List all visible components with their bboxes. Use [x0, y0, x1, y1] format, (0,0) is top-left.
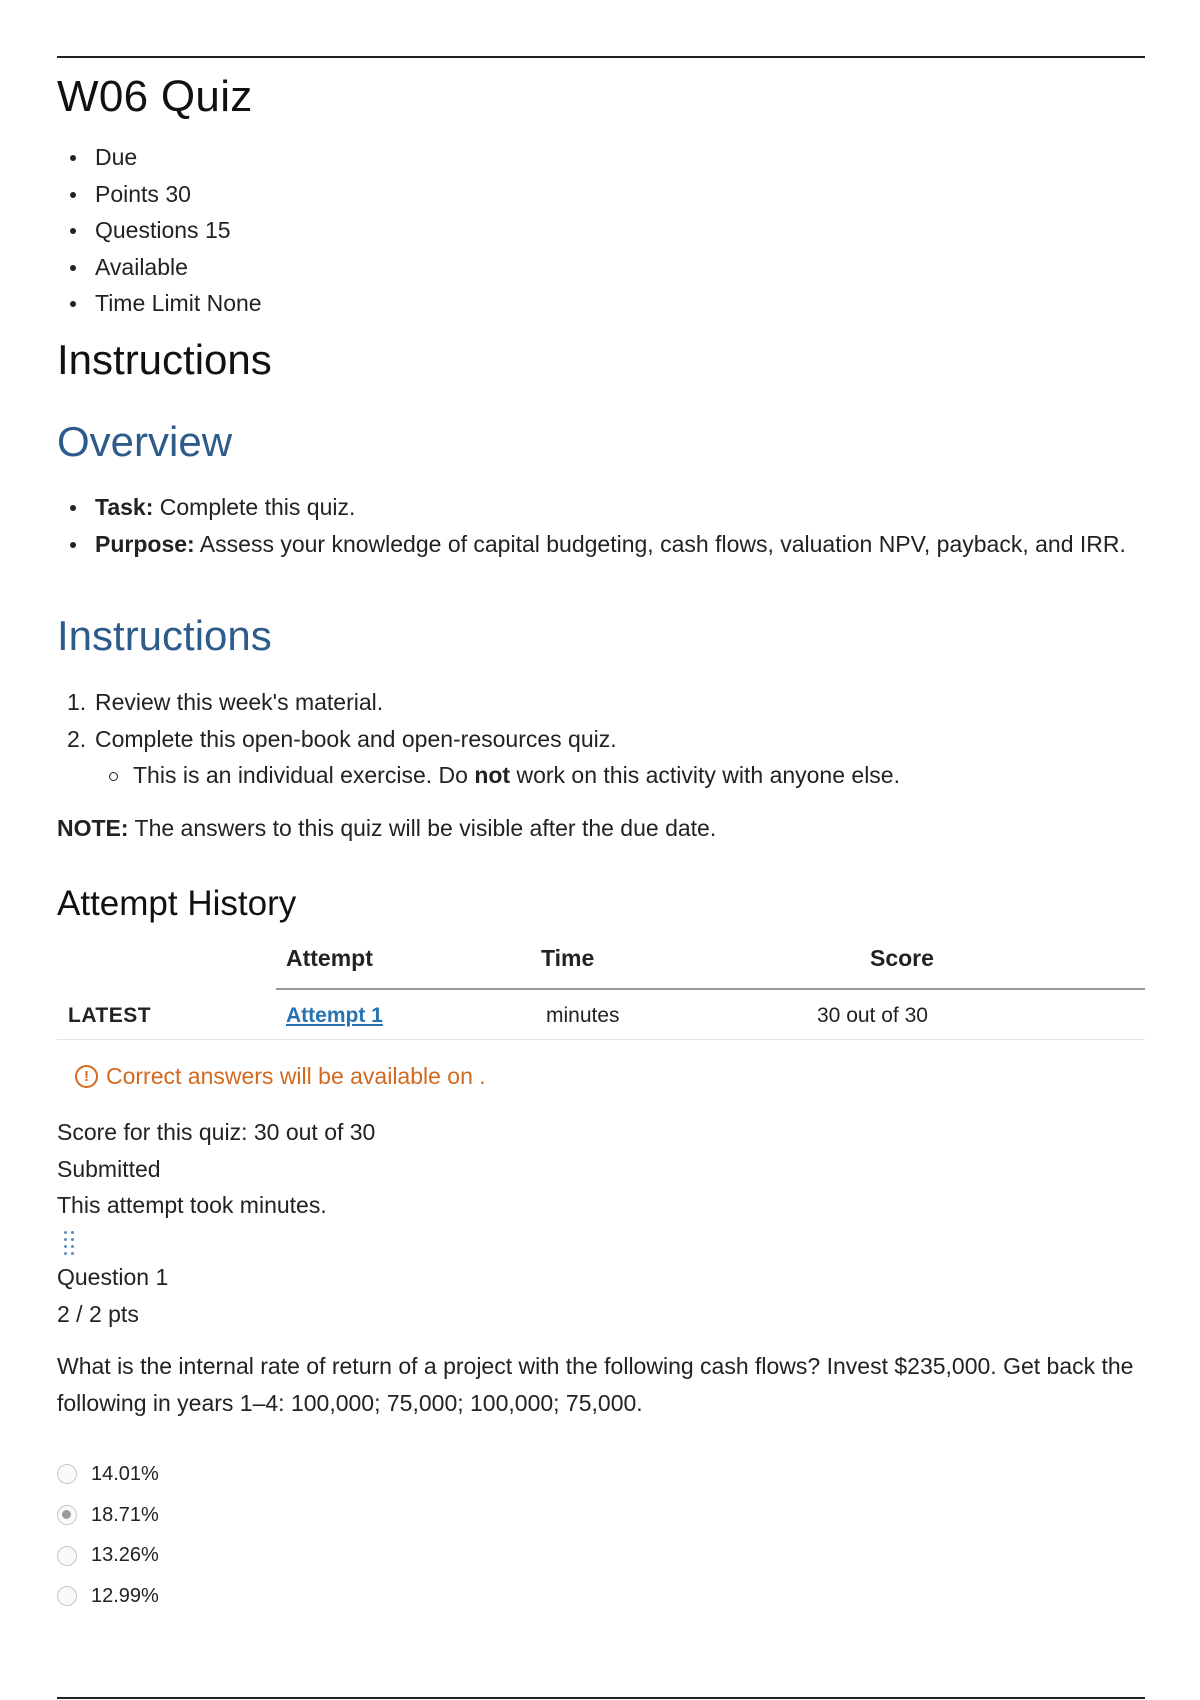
top-divider: [57, 56, 1145, 58]
quiz-score: Score for this quiz: 30 out of 30: [57, 1119, 376, 1145]
answer-option[interactable]: [57, 1454, 159, 1495]
bottom-divider: [57, 1697, 1145, 1699]
overview-heading: Overview: [57, 418, 233, 465]
answer-options: [57, 1454, 159, 1617]
detail-questions: Questions 15: [57, 212, 262, 249]
answer-option[interactable]: [57, 1535, 159, 1576]
step-2-number: 2.: [67, 725, 87, 752]
drag-handle-icon[interactable]: [62, 1229, 76, 1257]
column-header-attempt: Attempt: [286, 945, 373, 971]
row-status-latest: LATEST: [68, 1004, 152, 1027]
radio-button[interactable]: [57, 1586, 77, 1606]
step-2-substeps: [95, 757, 1145, 794]
radio-button[interactable]: [57, 1464, 77, 1484]
row-divider: [57, 1039, 1145, 1040]
task-text: Complete this quiz.: [153, 494, 356, 520]
note-text: The answers to this quiz will be visible after the due date.: [128, 815, 717, 841]
instructions-subheading: Instructions: [57, 612, 272, 659]
overview-list: [57, 489, 1145, 562]
question-points: 2 / 2 pts: [57, 1300, 139, 1327]
attempt-history-heading: Attempt History: [57, 884, 297, 923]
warning-circle-icon: !: [75, 1065, 98, 1088]
note-label: NOTE:: [57, 815, 129, 841]
overview-task: [57, 489, 1145, 526]
task-label: Task:: [95, 494, 154, 520]
header-divider: [276, 988, 1145, 990]
availability-text: Correct answers will be available on .: [106, 1063, 486, 1089]
column-header-time: Time: [541, 945, 595, 971]
step-1-number: 1.: [67, 689, 87, 715]
submission-status: Submitted: [57, 1155, 161, 1182]
detail-points: Points 30: [57, 176, 262, 213]
step-1: [57, 684, 1145, 721]
substep-text-bold: not: [474, 762, 511, 788]
purpose-label: Purpose:: [95, 530, 195, 557]
availability-notice: [75, 1063, 486, 1090]
step-2-text: Complete this open-book and open-resources quiz.: [95, 725, 617, 752]
answer-label: 12.99%: [91, 1584, 159, 1607]
detail-available: Available: [57, 249, 262, 286]
radio-button-selected[interactable]: [57, 1505, 77, 1525]
question-text: What is the internal rate of return of a project with the following cash flows? Invest $235,000. Get back the following in years 1–4: 100,000; 75,000; 100,000; 75,000.: [57, 1353, 1134, 1416]
attempt-1-link[interactable]: Attempt 1: [286, 1004, 383, 1027]
question-header: [57, 1259, 168, 1332]
row-score: 30 out of 30: [817, 1004, 928, 1027]
quiz-details-list: [57, 139, 262, 322]
instructions-heading: Instructions: [57, 336, 272, 383]
answer-label: 13.26%: [91, 1544, 159, 1567]
substep-text-before: This is an individual exercise. Do: [133, 762, 475, 788]
attempt-duration: This attempt took minutes.: [57, 1192, 327, 1218]
overview-purpose: [57, 526, 1145, 563]
answer-option[interactable]: [57, 1495, 159, 1536]
detail-due: Due: [57, 139, 262, 176]
substep-text-after: work on this activity with anyone else.: [510, 762, 900, 788]
step-2: [57, 721, 1145, 794]
detail-time-limit: Time Limit None: [57, 285, 262, 322]
substep-individual: [95, 757, 1145, 794]
quiz-title: W06 Quiz: [57, 72, 253, 121]
answer-label: 14.01%: [91, 1462, 159, 1485]
answer-label: 18.71%: [91, 1503, 159, 1526]
row-time: minutes: [546, 1004, 620, 1027]
note-paragraph: [57, 810, 716, 846]
column-header-score: Score: [870, 945, 934, 971]
question-label: Question 1: [57, 1264, 169, 1290]
answer-option[interactable]: [57, 1576, 159, 1617]
purpose-text: Assess your knowledge of capital budgeting, cash flows, valuation NPV, payback, and IRR.: [194, 530, 1126, 557]
radio-button[interactable]: [57, 1546, 77, 1566]
instruction-steps: [57, 684, 1145, 794]
quiz-summary: [57, 1114, 375, 1224]
step-1-text: Review this week's material.: [95, 689, 384, 715]
